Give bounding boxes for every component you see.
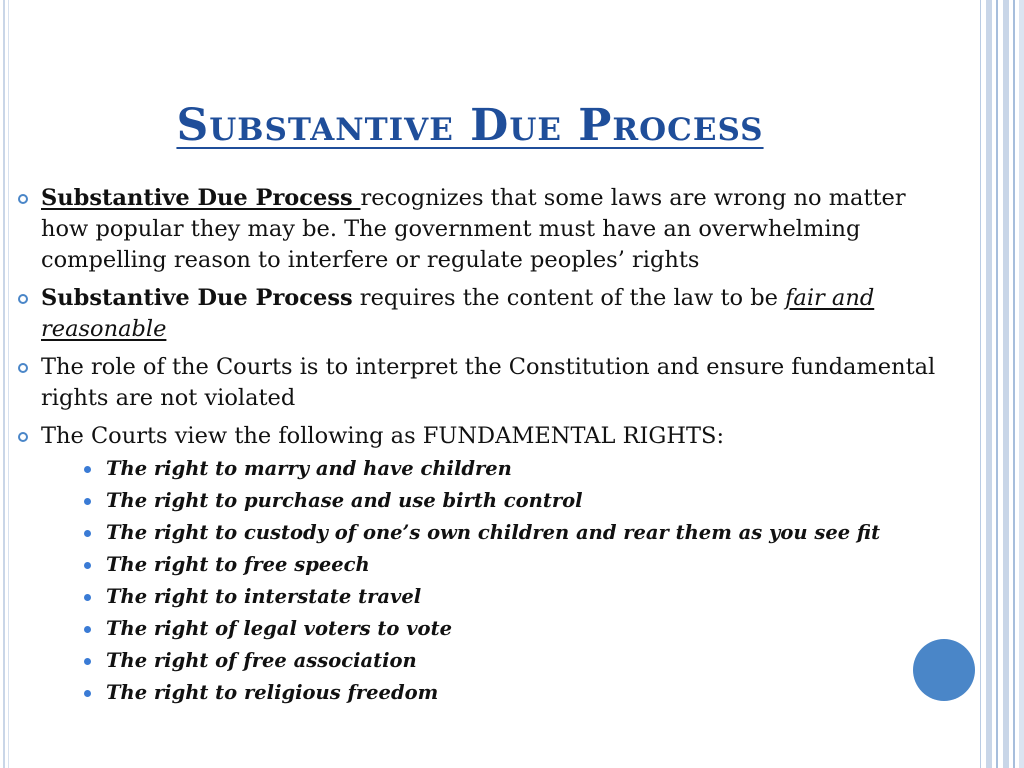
rights-list-item-text: The right to religious freedom: [106, 681, 439, 704]
rights-list-item-text: The right to interstate travel: [106, 585, 422, 608]
frame-line-right-3: [996, 0, 998, 768]
ring-bullet-icon: [18, 432, 28, 442]
slide-content: [18, 183, 953, 709]
slide-title: Substantive Due Process: [176, 100, 764, 151]
rights-list-item-text: The right to custody of one’s own children and rear them as you see fit: [106, 521, 881, 544]
rights-list-item: [41, 677, 953, 709]
dot-bullet-icon: [84, 562, 91, 569]
rights-list-item: [41, 453, 953, 485]
bullet-emphasis: fair and reasonable: [41, 285, 875, 342]
bullet-item: [18, 352, 953, 414]
rights-list-item: [41, 645, 953, 677]
dot-bullet-icon: [84, 466, 91, 473]
ring-bullet-icon: [18, 294, 28, 304]
dot-bullet-icon: [84, 658, 91, 665]
rights-list-item: [41, 517, 953, 549]
dot-bullet-icon: [84, 690, 91, 697]
bullet-item: [18, 421, 953, 709]
rights-list-item-text: The right to purchase and use birth control: [106, 489, 583, 512]
dot-bullet-icon: [84, 626, 91, 633]
rights-list-item: [41, 613, 953, 645]
rights-list-item: [41, 581, 953, 613]
rights-list-item: [41, 549, 953, 581]
bullet-text: recognizes that some laws are wrong no matter how popular they may be. The government must have an overwhelming compelling reason to interfere or regulate peoples’ rights: [41, 185, 906, 273]
rights-list-item: [41, 485, 953, 517]
frame-line-right-4: [1003, 0, 1009, 768]
frame-line-right-6: [1019, 0, 1024, 768]
frame-line-right-5: [1013, 0, 1015, 768]
bullet-item: [18, 183, 953, 276]
bullet-text: The Courts view the following as FUNDAMENTAL RIGHTS:: [41, 423, 725, 449]
frame-line-right-1: [980, 0, 981, 768]
bullet-item: [18, 283, 953, 345]
dot-bullet-icon: [84, 498, 91, 505]
bullet-list: [18, 183, 953, 709]
bullet-text: requires the content of the law to be: [352, 285, 786, 311]
dot-bullet-icon: [84, 530, 91, 537]
rights-list-item-text: The right of free association: [106, 649, 417, 672]
circle-decoration: [913, 639, 975, 701]
bullet-text: The role of the Courts is to interpret the Constitution and ensure fundamental rights are not violated: [41, 354, 936, 411]
bullet-term: Substantive Due Process: [41, 285, 353, 311]
rights-list-item-text: The right of legal voters to vote: [106, 617, 452, 640]
rights-list-item-text: The right to marry and have children: [106, 457, 512, 480]
ring-bullet-icon: [18, 194, 28, 204]
bullet-term: Substantive Due Process: [41, 185, 361, 211]
ring-bullet-icon: [18, 363, 28, 373]
rights-list-item-text: The right to free speech: [106, 553, 370, 576]
frame-line-right-2: [986, 0, 992, 768]
rights-list: [41, 453, 953, 709]
dot-bullet-icon: [84, 594, 91, 601]
